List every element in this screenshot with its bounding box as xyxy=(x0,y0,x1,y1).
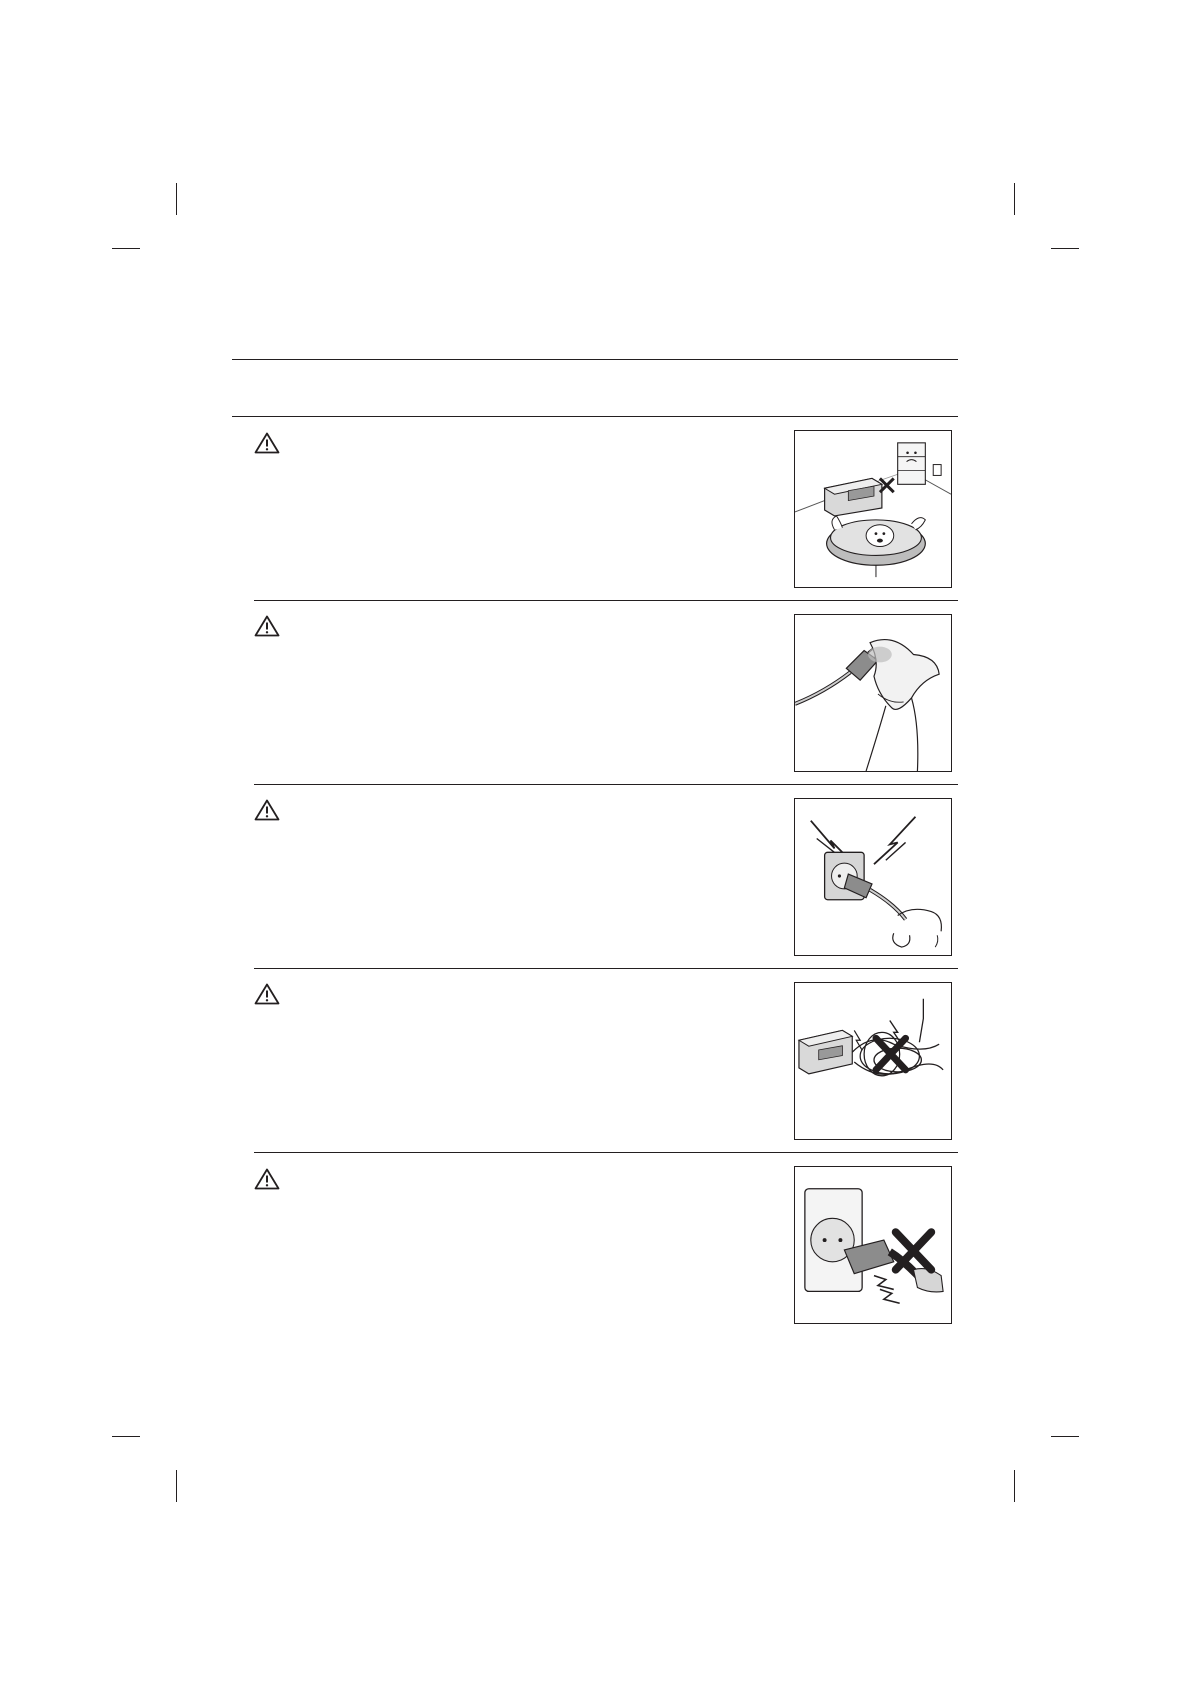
charging-station xyxy=(799,1030,852,1073)
section-divider xyxy=(254,968,958,969)
robot-cleaner xyxy=(827,516,926,577)
warning-triangle-icon xyxy=(254,615,280,637)
robot-cleaner-charger-obstacle-illustration xyxy=(794,430,952,588)
warning-triangle-icon xyxy=(254,1168,280,1190)
crop-mark xyxy=(176,183,177,215)
wet-hand-plug-prohibited-illustration xyxy=(794,1166,952,1324)
wipe-power-plug-with-cloth-illustration xyxy=(794,614,952,772)
section-divider xyxy=(254,784,958,785)
warning-triangle-icon xyxy=(254,799,280,821)
header-top-rule xyxy=(232,359,958,360)
charging-station xyxy=(825,478,882,516)
prohibited-x xyxy=(896,1232,932,1270)
crop-mark xyxy=(112,248,140,249)
crop-mark xyxy=(1014,183,1015,215)
section-divider xyxy=(254,1152,958,1153)
section-divider xyxy=(254,600,958,601)
plug-sparking-in-outlet-illustration xyxy=(794,798,952,956)
crop-mark xyxy=(112,1436,140,1437)
warning-triangle-icon xyxy=(254,983,280,1005)
wall-outlet xyxy=(805,1189,862,1292)
header-bottom-rule xyxy=(232,416,958,417)
crop-mark xyxy=(1051,1436,1079,1437)
crop-mark xyxy=(1014,1470,1015,1502)
shelf-with-face xyxy=(898,443,926,484)
tangled-power-cord-prohibited-illustration xyxy=(794,982,952,1140)
warning-triangle-icon xyxy=(254,432,280,454)
crop-mark xyxy=(1051,248,1079,249)
crop-mark xyxy=(176,1470,177,1502)
